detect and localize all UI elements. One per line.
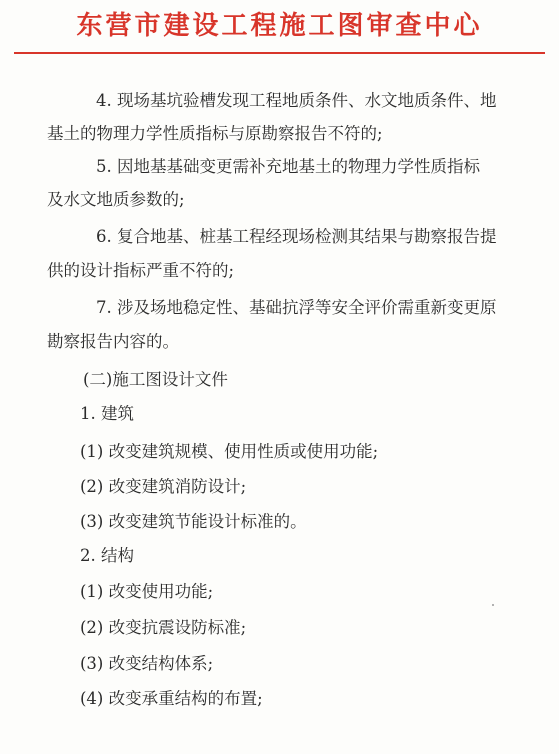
- category-2-item: (4) 改变承重结构的布置;: [80, 689, 263, 708]
- section-2-heading: (二)施工图设计文件: [83, 370, 228, 389]
- category-2-heading: 2. 结构: [80, 546, 134, 565]
- item-7-line-1: 7. 涉及场地稳定性、基础抗浮等安全评价需重新变更原: [96, 298, 497, 317]
- category-2-item: (1) 改变使用功能;: [80, 582, 214, 601]
- category-1-item: (2) 改变建筑消防设计;: [80, 477, 247, 496]
- category-1-heading: 1. 建筑: [80, 404, 134, 423]
- category-2-item: (2) 改变抗震设防标准;: [80, 618, 247, 637]
- item-4-line-1: 4. 现场基坑验槽发现工程地质条件、水文地质条件、地: [96, 91, 497, 110]
- item-7-line-2: 勘察报告内容的。: [47, 332, 179, 351]
- item-5-line-2: 及水文地质参数的;: [47, 190, 185, 209]
- category-1-item: (1) 改变建筑规模、使用性质或使用功能;: [80, 442, 379, 461]
- item-4-line-2: 基土的物理力学性质指标与原勘察报告不符的;: [47, 124, 383, 143]
- header-title: 东营市建设工程施工图审查中心: [76, 11, 483, 41]
- item-6-line-2: 供的设计指标严重不符的;: [47, 261, 235, 280]
- item-6-line-1: 6. 复合地基、桩基工程经现场检测其结果与勘察报告提: [96, 227, 497, 246]
- item-5-line-1: 5. 因地基基础变更需补充地基土的物理力学性质指标: [96, 157, 480, 176]
- category-1-item: (3) 改变建筑节能设计标准的。: [80, 512, 307, 531]
- category-2-item: (3) 改变结构体系;: [80, 654, 214, 673]
- scan-speck: [492, 604, 494, 606]
